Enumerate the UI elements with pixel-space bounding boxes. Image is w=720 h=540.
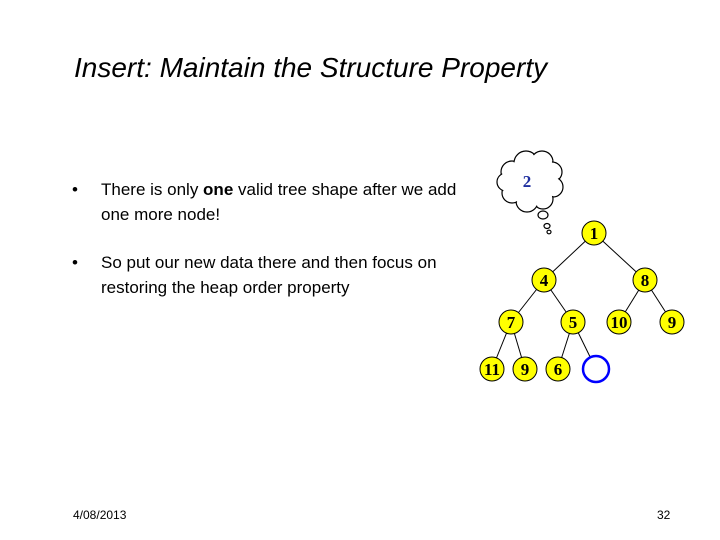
tree-nodes xyxy=(480,221,684,382)
node-label: 4 xyxy=(539,271,549,290)
tree-node xyxy=(582,221,606,245)
bullet-marker: • xyxy=(72,180,78,199)
bullet-text: So put our new data there and then focus on restoring the heap order property xyxy=(101,253,437,297)
bullet-text-end: valid tree shape after we add one more node! xyxy=(101,180,457,224)
tree-node xyxy=(546,357,570,381)
node-label: 1 xyxy=(589,224,599,243)
tree-node xyxy=(660,310,684,334)
node-label: 9 xyxy=(520,360,530,379)
bullet-text-start: There is only xyxy=(101,180,204,199)
tree-node xyxy=(480,357,504,381)
tree-node xyxy=(561,310,585,334)
node-label: 6 xyxy=(553,360,563,379)
node-label: 10 xyxy=(610,313,628,332)
bullet-emphasis: one xyxy=(203,180,234,199)
tree-node xyxy=(499,310,523,334)
slide-title: Insert: Maintain the Structure Property xyxy=(74,52,548,83)
thought-trail xyxy=(538,211,551,234)
node-label: 7 xyxy=(506,313,516,332)
tree-node xyxy=(513,357,537,381)
new-node-slot xyxy=(583,356,609,382)
bullet-marker: • xyxy=(72,253,78,272)
footer-date: 4/08/2013 xyxy=(73,508,127,522)
node-label: 5 xyxy=(568,313,578,332)
tree-node xyxy=(532,268,556,292)
tree-node xyxy=(633,268,657,292)
slide-number: 32 xyxy=(657,508,671,522)
node-label: 11 xyxy=(483,360,501,379)
tree-node xyxy=(607,310,631,334)
thought-bubble-value: 2 xyxy=(522,172,532,191)
node-label: 9 xyxy=(667,313,677,332)
node-circle xyxy=(583,356,609,382)
node-label: 8 xyxy=(640,271,650,290)
tree-edges xyxy=(492,233,672,369)
